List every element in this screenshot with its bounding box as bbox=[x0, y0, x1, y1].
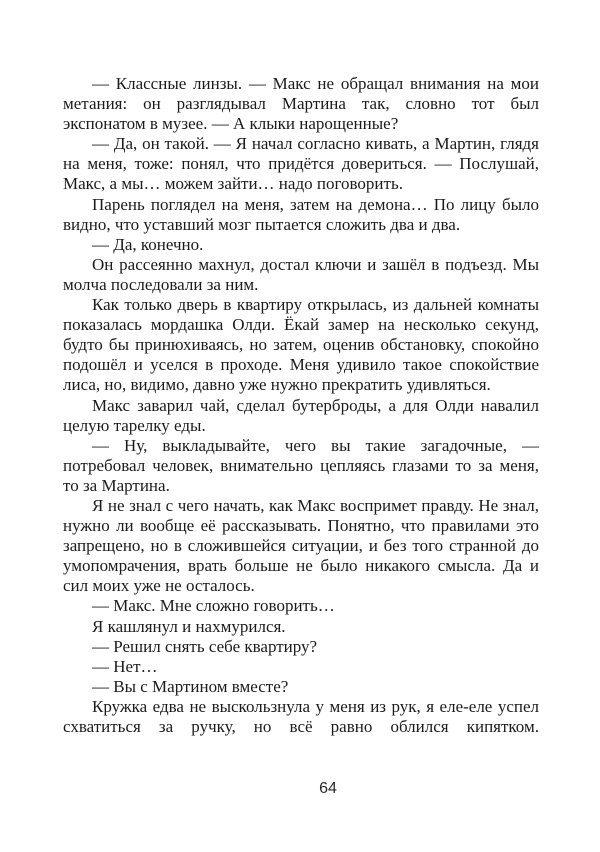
paragraph: Парень поглядел на меня, затем на демона… По лицу было видно, что уставший мозг пытается сложить два и два. bbox=[63, 194, 539, 234]
paragraph: Как только дверь в квартиру открылась, из дальней комнаты показалась мордашка Олди. Ёкай замер на несколько секунд, будто бы принюхиваясь, но затем, оценив обстановку, спокойно подошёл и уселся в проходе. Меня удивило такое спокойствие лиса, но, видимо, давно уже нужно прекратить удивляться. bbox=[63, 295, 539, 395]
paragraph: — Да, конечно. bbox=[92, 234, 204, 254]
page-text bbox=[63, 74, 539, 737]
paragraph: — Ну, выкладывайте, чего вы такие загадочные, — потребовал человек, внимательно цепляясь глазами то за меня, то за Мартина. bbox=[63, 435, 539, 495]
page-number: 64 bbox=[319, 780, 337, 797]
paragraph: Макс заварил чай, сделал бутерброды, а для Олди навалил целую тарелку еды. bbox=[63, 395, 539, 435]
paragraph: — Решил снять себе квартиру? bbox=[92, 636, 318, 656]
paragraph: — Да, он такой. — Я начал согласно кивать, а Мартин, глядя на меня, тоже: понял, что придётся довериться. — Послушай, Макс, а мы… можем зайти… надо поговорить. bbox=[63, 134, 539, 194]
paragraph: — Нет… bbox=[92, 656, 158, 676]
paragraph: Кружка едва не выскользнула у меня из рук, я еле-еле успел схватиться за ручку, но всё равно облился кипятком. bbox=[63, 696, 539, 736]
paragraph: Он рассеянно махнул, достал ключи и зашёл в подъезд. Мы молча последовали за ним. bbox=[63, 254, 539, 294]
paragraph: — Классные линзы. — Макс не обращал внимания на мои метания: он разглядывал Мартина так, словно тот был экспонатом в музее. — А клыки нарощенные? bbox=[63, 74, 539, 134]
paragraph: Я кашлянул и нахмурился. bbox=[92, 616, 286, 636]
paragraph: Я не знал с чего начать, как Макс воспримет правду. Не знал, нужно ли вообще её рассказывать. Понятно, что правилами это запрещено, но в сложившейся ситуации, и без того странной до умопомрачения, врать больше не было никакого смысла. Да и сил моих уже не осталось. bbox=[63, 495, 539, 596]
paragraph: — Вы с Мартином вместе? bbox=[92, 676, 289, 696]
paragraph: — Макс. Мне сложно говорить… bbox=[92, 596, 335, 616]
